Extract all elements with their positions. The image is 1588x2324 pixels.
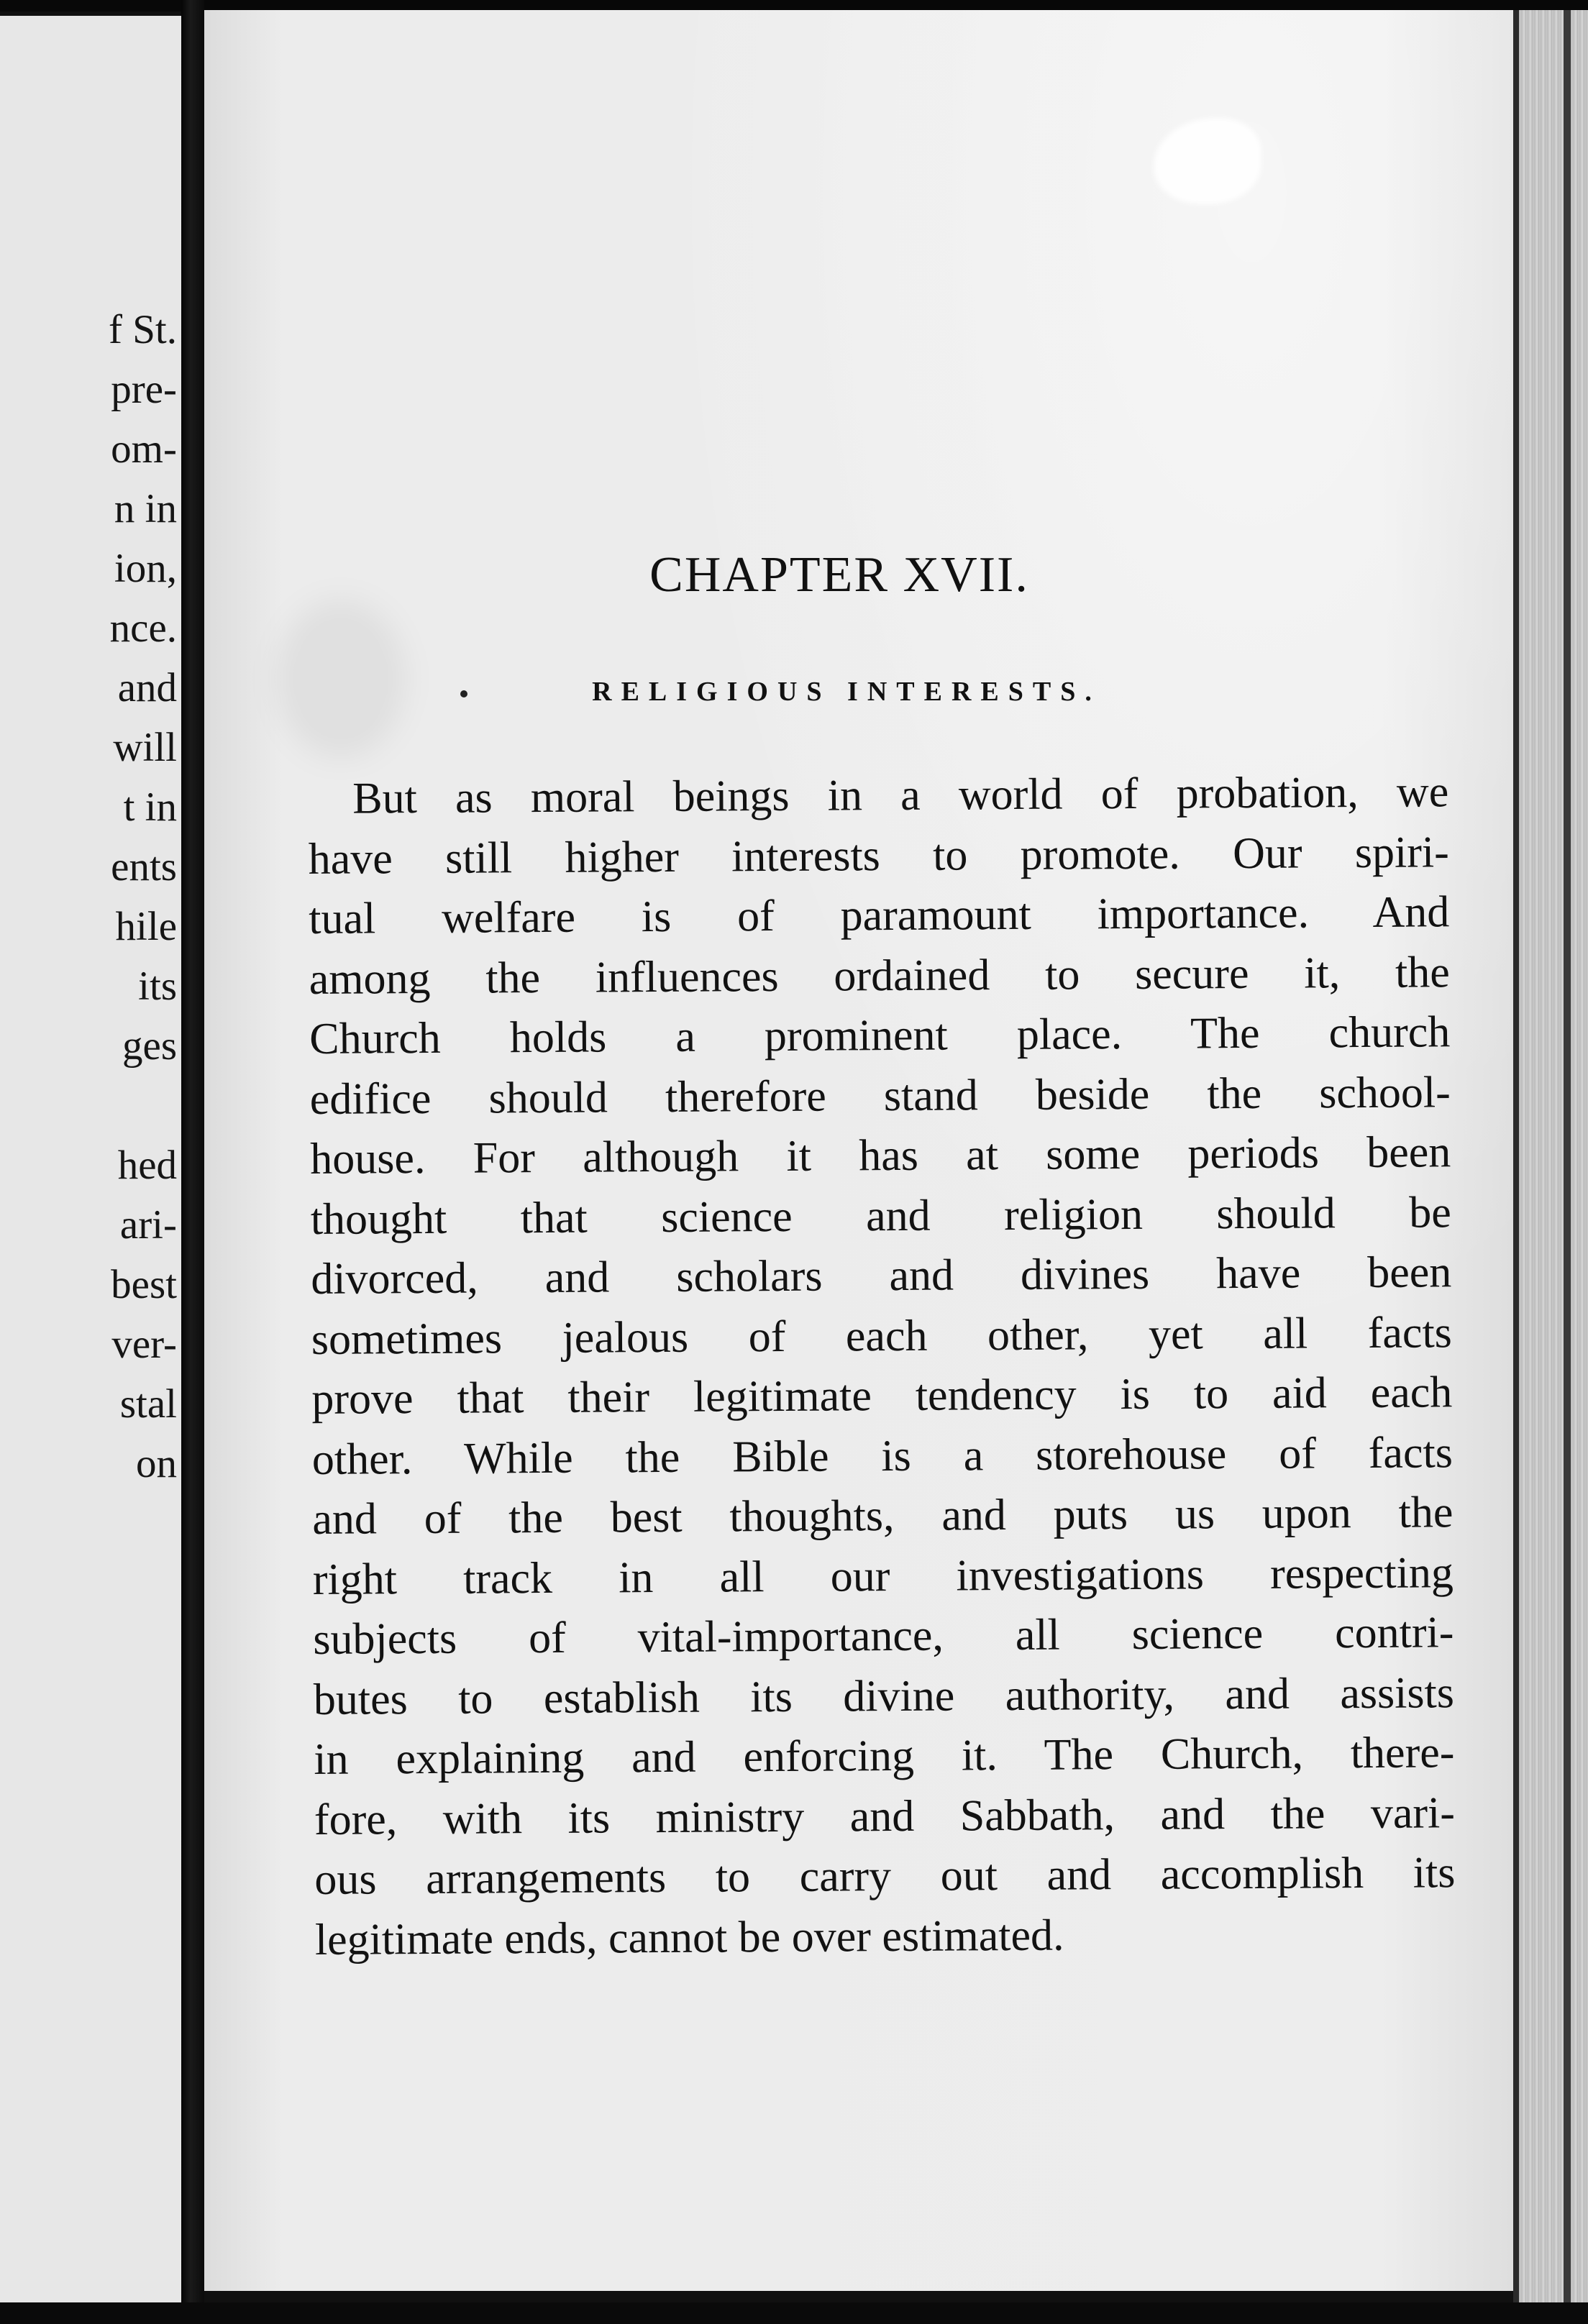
- body-line: legitimate ends, cannot be over estimated.: [314, 1911, 1064, 1964]
- page-edge-line: [1564, 10, 1571, 2311]
- previous-page-line: ges: [122, 1023, 177, 1069]
- paper-stain: [1154, 118, 1261, 204]
- previous-page-text: [109, 300, 177, 1493]
- previous-page-line: f St.: [108, 307, 177, 352]
- body-line: house. For although it has at some periods been: [310, 1127, 1451, 1184]
- previous-page-line: t in: [123, 784, 177, 830]
- previous-page-line: will: [113, 725, 177, 770]
- previous-page-line: pre-: [111, 367, 177, 412]
- previous-page-line: stal: [119, 1381, 177, 1427]
- previous-page-line: om-: [111, 426, 177, 472]
- body-line: right track in all our investigations respecting: [312, 1547, 1454, 1604]
- chapter-title: CHAPTER XVII.: [649, 547, 1029, 603]
- body-line: Church holds a prominent place. The church: [309, 1007, 1451, 1063]
- body-line: among the influences ordained to secure it, the: [309, 947, 1450, 1004]
- previous-page-line: on: [136, 1441, 177, 1486]
- previous-page-blank-line: [109, 1076, 177, 1135]
- previous-page-line: its: [138, 964, 177, 1009]
- chapter-page: [204, 10, 1513, 2291]
- body-line: fore, with its ministry and Sabbath, and the vari-: [314, 1788, 1456, 1844]
- body-line: prove that their legitimate tendency is to aid each: [311, 1368, 1453, 1424]
- previous-page-line: ion,: [114, 546, 177, 591]
- body-line: butes to establish its divine authority, and assists: [313, 1667, 1455, 1724]
- previous-page-line: nce.: [109, 605, 177, 651]
- body-line: have still higher interests to promote. Our spiri-: [308, 827, 1449, 884]
- body-line: ous arrangements to carry out and accomplish its: [314, 1848, 1456, 1904]
- body-line: tual welfare is of paramount importance. And: [309, 887, 1450, 943]
- page-edge-shadow: [1513, 10, 1519, 2311]
- bleed-through-text: [298, 276, 1448, 335]
- previous-page-line: n in: [114, 486, 177, 531]
- book-gutter: [181, 0, 204, 2324]
- book-page-edge: [1513, 10, 1588, 2311]
- body-line: thought that science and religion should be: [310, 1187, 1451, 1244]
- scan-bottom-border: [0, 2302, 1588, 2324]
- previous-page-line: hile: [115, 904, 177, 949]
- previous-page-line: ents: [111, 844, 177, 889]
- previous-page-fragment: [0, 16, 181, 2307]
- body-line: subjects of vital-importance, all science contri-: [313, 1608, 1454, 1664]
- previous-page-line: and: [117, 665, 177, 710]
- body-line: edifice should therefore stand beside the school-: [309, 1067, 1451, 1124]
- previous-page-line: ver-: [111, 1322, 177, 1367]
- body-line: in explaining and enforcing it. The Church, there-: [314, 1728, 1455, 1784]
- body-line: divorced, and scholars and divines have been: [311, 1248, 1452, 1304]
- body-line: other. While the Bible is a storehouse of facts: [311, 1427, 1454, 1484]
- section-heading: RELIGIOUS INTERESTS.: [592, 677, 1101, 707]
- previous-page-line: hed: [117, 1143, 177, 1188]
- body-line: and of the best thoughts, and puts us upon the: [312, 1488, 1454, 1544]
- chapter-body: [308, 762, 1456, 1970]
- previous-page-line: ari-: [119, 1202, 177, 1248]
- body-line: sometimes jealous of each other, yet all facts: [311, 1307, 1453, 1364]
- body-line: But as moral beings in a world of probation, we: [352, 767, 1449, 823]
- previous-page-line: best: [111, 1262, 177, 1307]
